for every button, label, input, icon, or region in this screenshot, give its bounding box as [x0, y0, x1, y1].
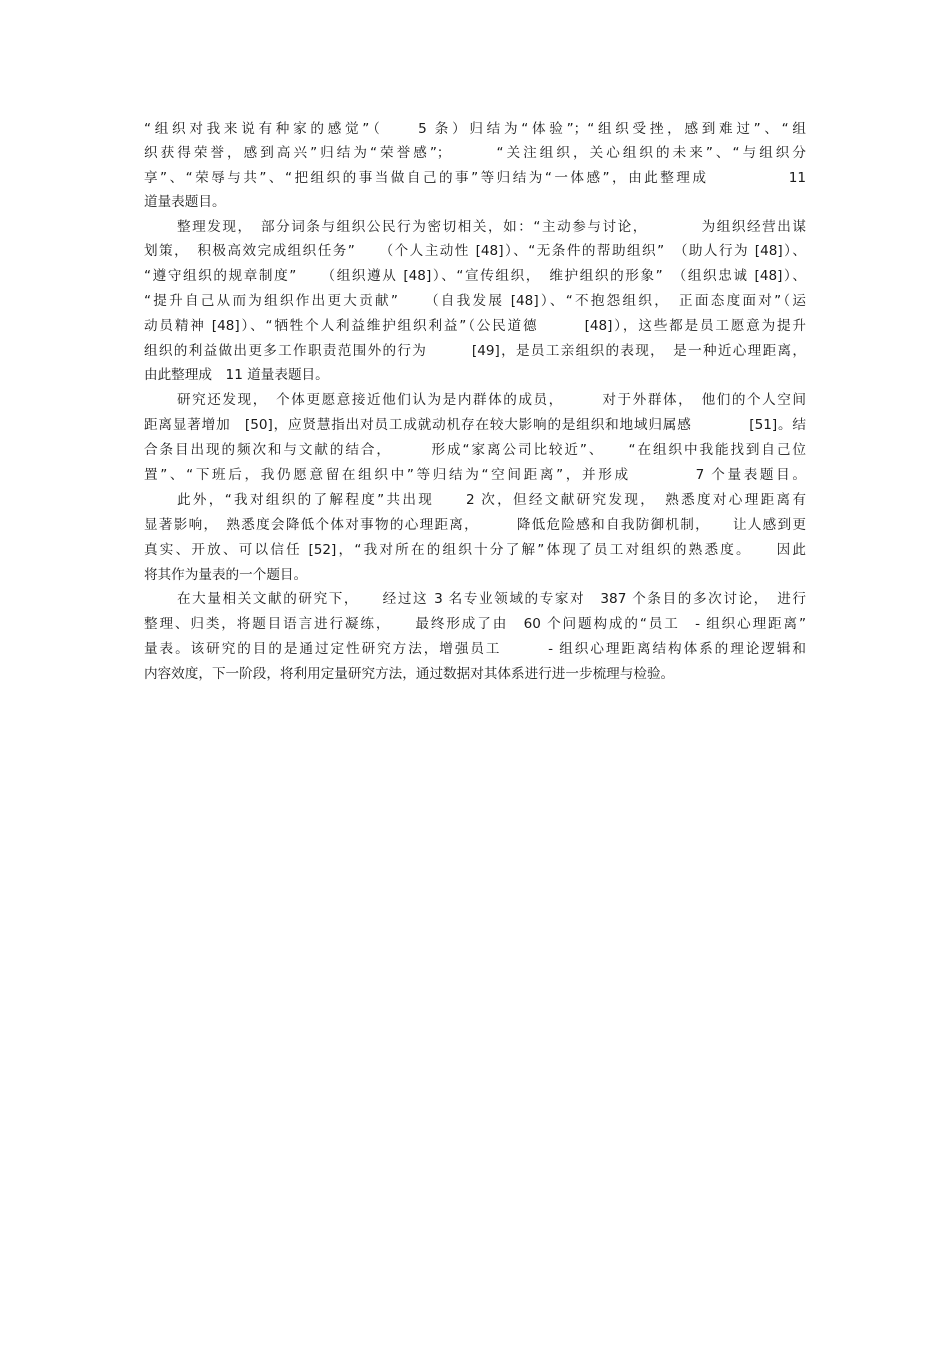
paragraph-4-line-2: 显著影响， 熟悉度会降低个体对事物的心理距离， 降低危险感和自我防御机制， 让人感到更 — [144, 517, 806, 533]
paragraph-2-line-3: “遵守组织的规章制度” （组织遵从 [48]）、“宣传组织， 维护组织的形象” （组织忠诚 [48]）、 — [144, 268, 806, 284]
paragraph-5-line-3: 量表。该研究的目的是通过定性研究方法，增强员工 - 组织心理距离结构体系的理论逻辑和 — [144, 641, 806, 657]
paragraph-5-line-1: 在大量相关文献的研究下， 经过这 3 名专业领域的专家对 387 个条目的多次讨论， 进行 — [177, 591, 806, 607]
paragraph-2-line-2: 划策， 积极高效完成组织任务” （个人主动性 [48]）、“无条件的帮助组织” （助人行为 [48]）、 — [144, 243, 806, 259]
paragraph-4-line-3: 真实、开放、可以信任 [52]，“我对所在的组织十分了解”体现了员工对组织的熟悉度。 因此 — [144, 542, 806, 558]
paragraph-1-line-2: 织获得荣誉，感到高兴”归结为“荣誉感”； “关注组织，关心组织的未来”、“与组织分 — [144, 145, 806, 161]
paragraph-4-line-1: 此外，“我对组织的了解程度”共出现 2 次，但经文献研究发现， 熟悉度对心理距离有 — [177, 492, 806, 508]
paragraph-1-line-4: 道量表题目。 — [144, 194, 226, 210]
paragraph-4-line-4: 将其作为量表的一个题目。 — [144, 567, 308, 583]
paragraph-2-line-1: 整理发现， 部分词条与组织公民行为密切相关，如：“主动参与讨论， 为组织经营出谋 — [177, 219, 806, 235]
paragraph-3-line-2: 距离显著增加 [50]，应贤慧指出对员工成就动机存在较大影响的是组织和地域归属感 [51]。结 — [144, 417, 806, 433]
paragraph-1-line-1: “组织对我来说有种家的感觉”（ 5 条）归结为“体验”；“组织受挫，感到难过”、“组 — [144, 121, 806, 137]
paragraph-2-line-4: “提升自己从而为组织作出更大贡献” （自我发展 [48]）、“不抱怨组织， 正面态度面对”（运 — [144, 293, 806, 309]
paragraph-2-line-7: 由此整理成 11 道量表题目。 — [144, 367, 329, 383]
paragraph-3-line-1: 研究还发现， 个体更愿意接近他们认为是内群体的成员， 对于外群体， 他们的个人空间 — [177, 392, 806, 408]
paragraph-2-line-6: 组织的利益做出更多工作职责范围外的行为 [49]，是员工亲组织的表现， 是一种近心理距离， — [144, 343, 806, 359]
paragraph-5-line-2: 整理、归类，将题目语言进行凝练， 最终形成了由 60 个问题构成的“员工 - 组织心理距离” — [144, 616, 806, 632]
paragraph-3-line-4: 置”、“下班后，我仍愿意留在组织中”等归结为“空间距离”，并形成 7 个量表题目。 — [144, 467, 806, 483]
paragraph-2-line-5: 动员精神 [48]）、“牺牲个人利益维护组织利益”（公民道德 [48]），这些都是员工愿意为提升 — [144, 318, 806, 334]
paragraph-3-line-3: 合条目出现的频次和与文献的结合， 形成“家离公司比较近”、 “在组织中我能找到自己位 — [144, 442, 806, 458]
paragraph-1-line-3: 享”、“荣辱与共”、“把组织的事当做自己的事”等归结为“一体感”，由此整理成 11 — [144, 170, 806, 186]
paragraph-5-line-4: 内容效度，下一阶段，将利用定量研究方法，通过数据对其体系进行进一步梳理与检验。 — [144, 666, 675, 682]
